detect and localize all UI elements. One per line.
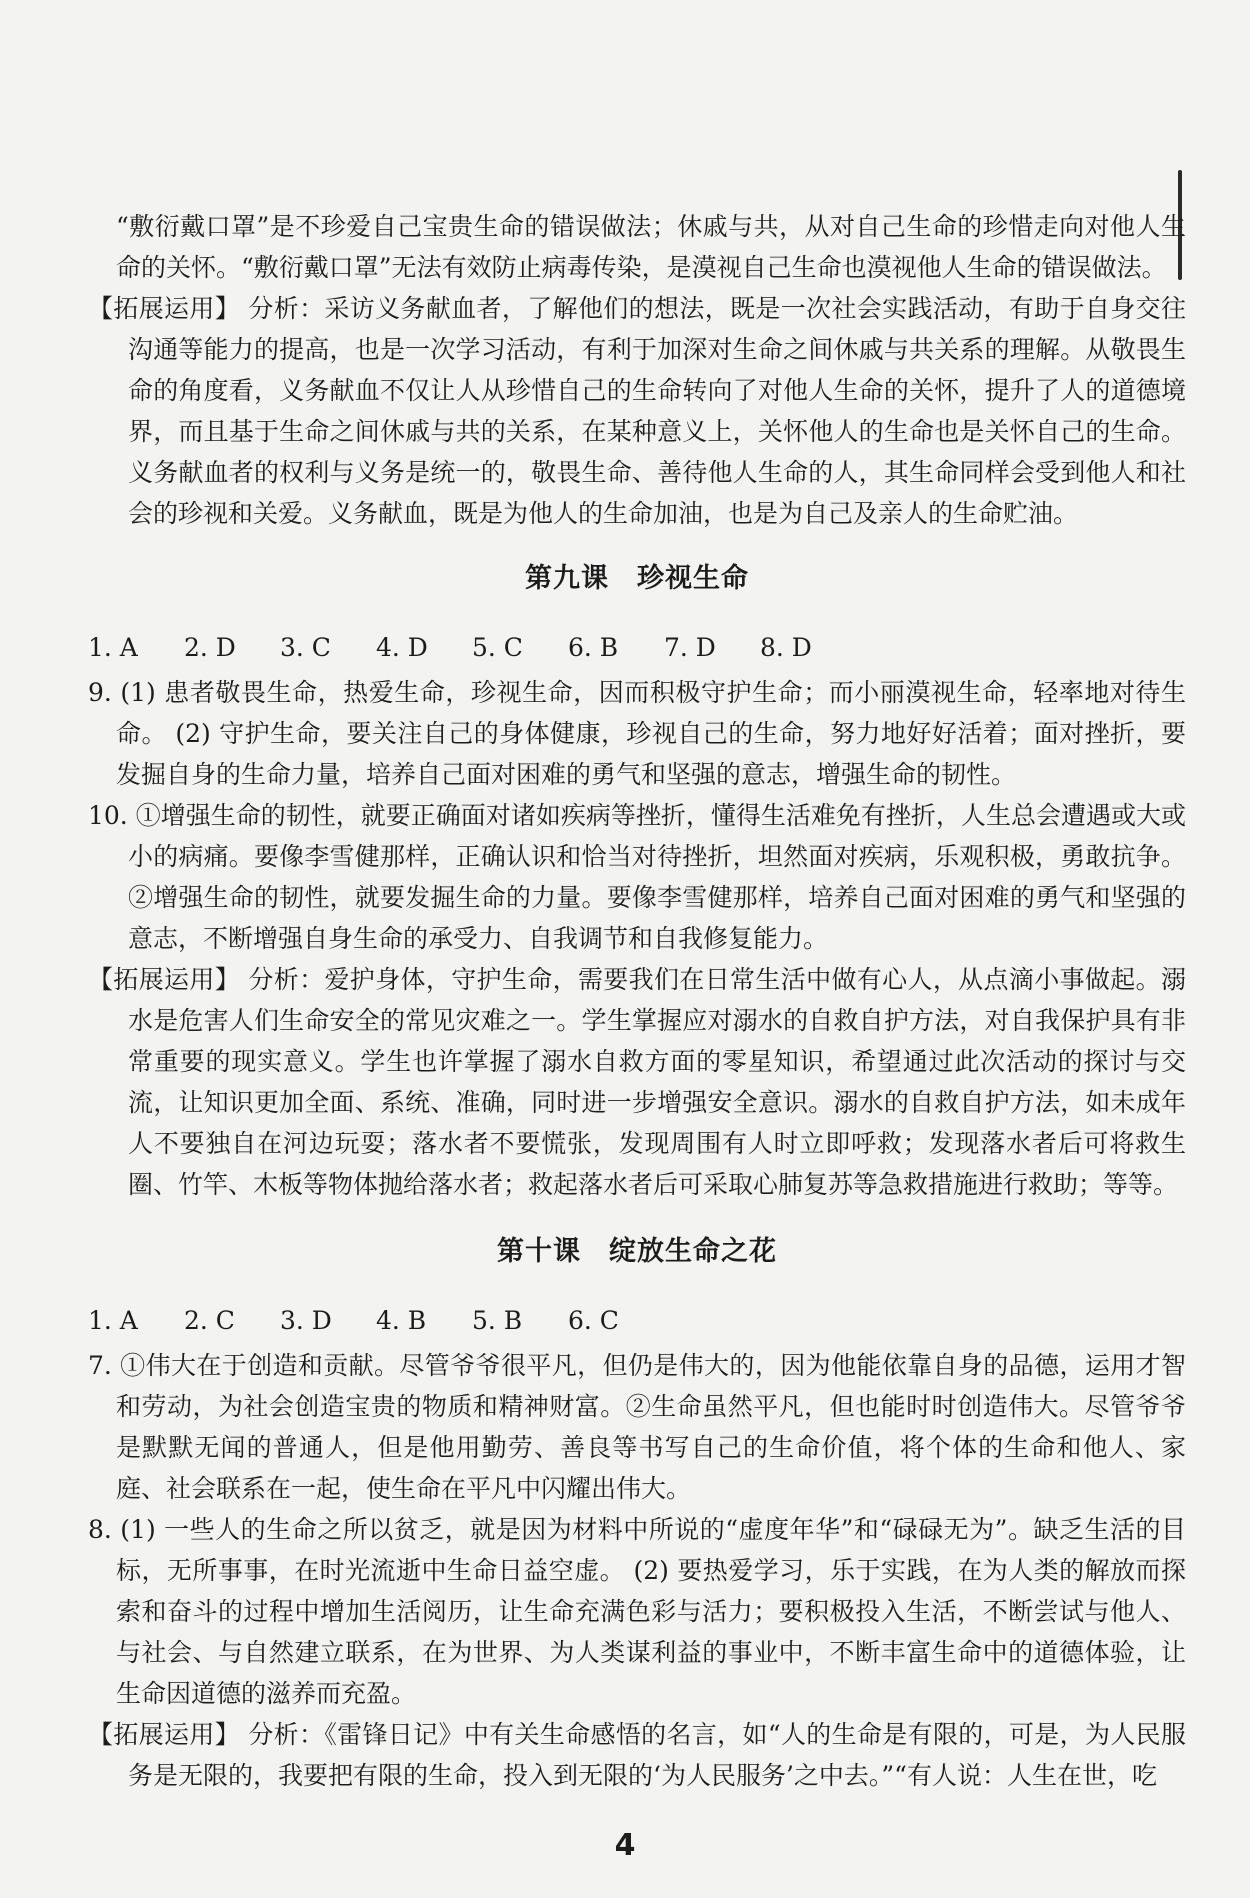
extension-text: 分析：《雷锋日记》中有关生命感悟的名言，如“人的生命是有限的，可是，为人民服务是无限的，我要把有限的生命，投入到无限的‘为人民服务’之中去。”“有人说：人生在世，吃: [128, 1720, 1186, 1790]
extension-text: 分析：爱护身体，守护生命，需要我们在日常生活中做有心人，从点滴小事做起。溺水是危害人们生命安全的常见灾难之一。学生掌握应对溺水的自救自护方法，对自我保护具有非常重要的现实意义。学生也许掌握了溺水自救方面的零星知识，希望通过此次活动的探讨与交流，让知识更加全面、系统、准确，同时进一步增强安全意识。溺水的自救自护方法，如未成年人不要独自在河边玩耍；落水者不要慌张，发现周围有人时立即呼救；发现落水者后可将救生圈、竹竿、木板等物体抛给落水者；救起落水者后可采取心肺复苏等急救措施进行救助；等等。: [128, 965, 1186, 1199]
choice-answer: 2. C: [184, 1306, 235, 1335]
page-number: 4: [614, 1828, 636, 1863]
lesson-10-title: 第十课 绽放生命之花: [497, 1236, 777, 1267]
extension-tag: 【拓展运用】: [88, 965, 241, 994]
choice-answer: 7. D: [664, 633, 716, 662]
lesson-9-q9-answer: 9. (1) 患者敬畏生命，热爱生命，珍视生命，因而积极守护生命；而小丽漠视生命，轻率地对待生命。 (2) 守护生命，要关注自己的身体健康，珍视自己的生命，努力地好好活着；面对挫折，要发掘自身的生命力量，培养自己面对困难的勇气和坚强的意志，增强生命的韧性。: [88, 678, 1186, 789]
choice-answer: 5. B: [472, 1306, 523, 1335]
lesson-10-choice-answers: [88, 1300, 1186, 1341]
choice-answer: 3. D: [280, 1306, 332, 1335]
choice-answer: 1. A: [88, 1306, 138, 1335]
intro-extension-paragraph: [88, 288, 1186, 534]
lesson-10-q7-answer: 7. ①伟大在于创造和贡献。尽管爷爷很平凡，但仍是伟大的，因为他能依靠自身的品德，运用才智和劳动，为社会创造宝贵的物质和精神财富。②生命虽然平凡，但也能时时创造伟大。尽管爷爷是默默无闻的普通人，但是他用勤劳、善良等书写自己的生命价值，将个体的生命和他人、家庭、社会联系在一起，使生命在平凡中闪耀出伟大。: [88, 1351, 1186, 1503]
extension-tag: 【拓展运用】: [88, 294, 241, 323]
lesson-9-choice-answers: [88, 627, 1186, 668]
choice-answer: 4. D: [376, 633, 428, 662]
lesson-9-q10-answer: 10. ①增强生命的韧性，就要正确面对诸如疾病等挫折，懂得生活难免有挫折，人生总会遭遇或大或小的病痛。要像李雪健那样，正确认识和恰当对待挫折，坦然面对疾病，乐观积极，勇敢抗争。②增强生命的韧性，就要发掘生命的力量。要像李雪健那样，培养自己面对困难的勇气和坚强的意志，不断增强自身生命的承受力、自我调节和自我修复能力。: [88, 801, 1186, 953]
lesson-9-extension-paragraph: [88, 959, 1186, 1205]
choice-answer: 6. B: [568, 633, 619, 662]
choice-answer: 4. B: [376, 1306, 427, 1335]
lesson-10-extension-paragraph: [88, 1714, 1186, 1796]
choice-answer: 2. D: [184, 633, 236, 662]
choice-answer: 3. C: [280, 633, 331, 662]
choice-answer: 6. C: [568, 1306, 619, 1335]
intro-paragraph: “敷衍戴口罩”是不珍爱自己宝贵生命的错误做法；休戚与共，从对自己生命的珍惜走向对他人生命的关怀。“敷衍戴口罩”无法有效防止病毒传染，是漠视自己生命也漠视他人生命的错误做法。: [116, 212, 1186, 282]
extension-tag: 【拓展运用】: [88, 1720, 241, 1749]
choice-answer: 1. A: [88, 633, 138, 662]
lesson-9-title: 第九课 珍视生命: [525, 563, 749, 594]
choice-answer: 8. D: [760, 633, 812, 662]
choice-answer: 5. C: [472, 633, 523, 662]
page-content: [88, 206, 1186, 1796]
lesson-10-q8-answer: 8. (1) 一些人的生命之所以贫乏，就是因为材料中所说的“虚度年华”和“碌碌无为”。缺乏生活的目标，无所事事，在时光流逝中生命日益空虚。 (2) 要热爱学习，乐于实践，在为人类的解放而探索和奋斗的过程中增加生活阅历，让生命充满色彩与活力；要积极投入生活，不断尝试与他人、与社会、与自然建立联系，在为世界、为人类谋利益的事业中，不断丰富生命中的道德体验，让生命因道德的滋养而充盈。: [88, 1515, 1186, 1708]
extension-text: 分析：采访义务献血者，了解他们的想法，既是一次社会实践活动，有助于自身交往沟通等能力的提高，也是一次学习活动，有利于加深对生命之间休戚与共关系的理解。从敬畏生命的角度看，义务献血不仅让人从珍惜自己的生命转向了对他人生命的关怀，提升了人的道德境界，而且基于生命之间休戚与共的关系，在某种意义上，关怀他人的生命也是关怀自己的生命。义务献血者的权利与义务是统一的，敬畏生命、善待他人生命的人，其生命同样会受到他人和社会的珍视和关爱。义务献血，既是为他人的生命加油，也是为自己及亲人的生命贮油。: [128, 294, 1186, 528]
